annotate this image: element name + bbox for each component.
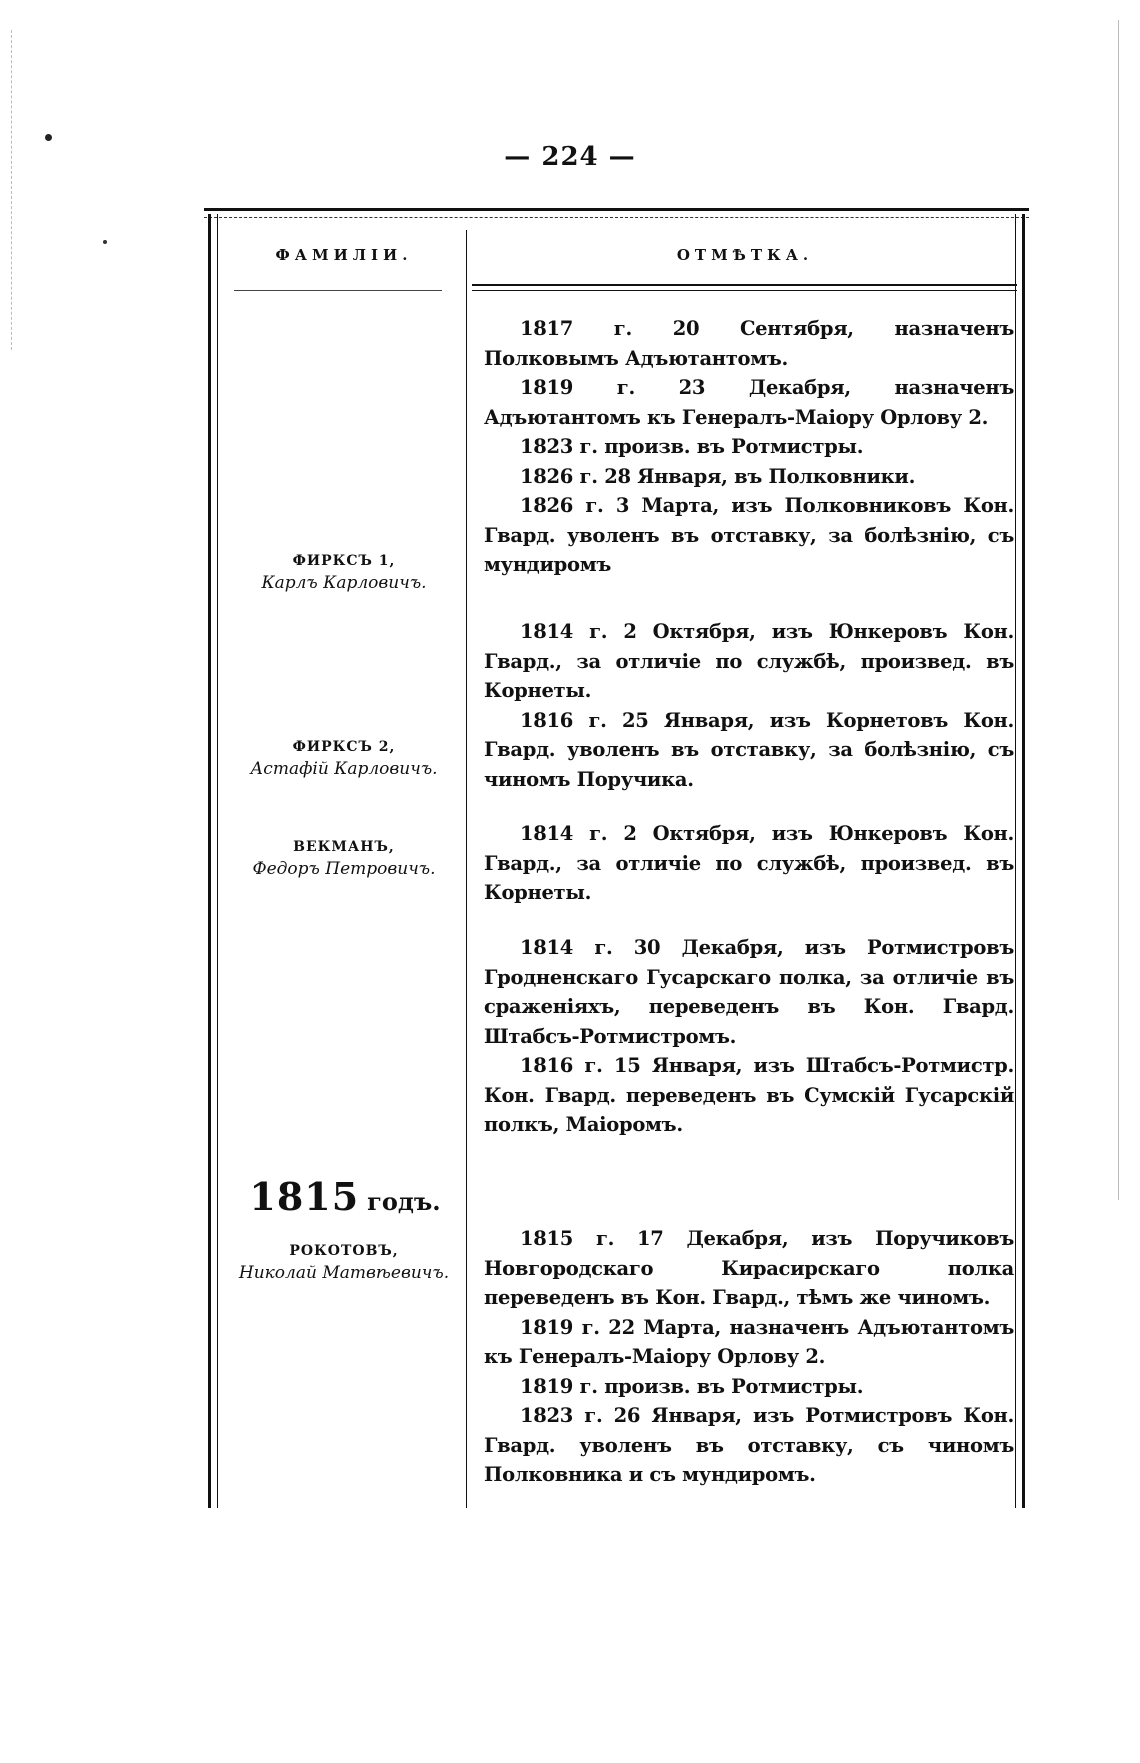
remark-paragraph: 1814 г. 2 Октября, изъ Юнкеровъ Кон. Гвард., за отличіе по службѣ, произвед. въ Корнеты.	[484, 822, 1014, 904]
page-number: — 224 —	[504, 142, 636, 172]
surname: ФИРКСЪ 2,	[292, 739, 396, 755]
given-name: Николай Матвѣевичъ.	[238, 1263, 450, 1283]
scan-edge-line	[1118, 20, 1119, 1200]
year-heading	[230, 1173, 460, 1229]
given-name: Федоръ Петровичъ.	[252, 859, 436, 879]
person-name-firks-1	[222, 550, 466, 594]
column-header-remarks: ОТМѢТКА.	[676, 246, 814, 264]
surname: ФИРКСЪ 1,	[292, 553, 396, 569]
remark-paragraph: 1815 г. 17 Декабря, изъ Поручиковъ Новгородскаго Кирасирскаго полка переведенъ въ Кон. Гвард., тѣмъ же чиномъ.	[484, 1227, 1014, 1309]
remark-paragraph: 1819 г. 22 Марта, назначенъ Адъютантомъ къ Генералъ-Маіору Орлову 2.	[484, 1315, 1014, 1368]
remarks-entry-firks-1	[484, 617, 1014, 794]
remarks-entry-firks-2	[484, 819, 1014, 908]
remark-paragraph: 1826 г. 3 Марта, изъ Полковниковъ Кон. Гвард. уволенъ въ отставку, за болѣзнію, съ мундиромъ	[484, 494, 1014, 576]
remark-paragraph: 1814 г. 30 Декабря, изъ Ротмистровъ Гродненскаго Гусарскаго полка, за отличіе въ сраженіяхъ, переведенъ въ Кон. Гвард. Штабсъ-Ротмистромъ.	[484, 936, 1014, 1048]
person-name-vekman	[222, 836, 466, 880]
header-rule-right	[472, 284, 1017, 291]
column-header-surnames: ФАМИЛІИ.	[275, 246, 413, 264]
column-divider	[466, 230, 467, 1508]
header-rule-left	[234, 290, 442, 291]
remark-paragraph: 1823 г. произв. въ Ротмистры.	[520, 435, 864, 458]
scan-edge-line-left	[11, 30, 12, 350]
remarks-entry-rokotov	[484, 1224, 1014, 1490]
ink-dot	[45, 134, 52, 141]
remark-paragraph: 1816 г. 15 Января, изъ Штабсъ-Ротмистр. Кон. Гвард. переведенъ въ Сумскій Гусарскій полкъ, Маіоромъ.	[484, 1054, 1014, 1136]
remark-paragraph: 1814 г. 2 Октября, изъ Юнкеровъ Кон. Гвард., за отличіе по службѣ, произвед. въ Корнеты.	[484, 620, 1014, 702]
remark-paragraph: 1823 г. 26 Января, изъ Ротмистровъ Кон. Гвард. уволенъ въ отставку, съ чиномъ Полковника и съ мундиромъ.	[484, 1404, 1014, 1486]
table-top-rule	[204, 208, 1029, 218]
remark-paragraph: 1819 г. произв. въ Ротмистры.	[520, 1374, 864, 1398]
remark-paragraph: 1819 г. 23 Декабря, назначенъ Адъютантомъ къ Генералъ-Маіору Орлову 2.	[484, 376, 1014, 429]
given-name: Астафій Карловичъ.	[250, 759, 438, 779]
surname: ВЕКМАНЪ,	[293, 839, 395, 855]
remark-paragraph: 1816 г. 25 Января, изъ Корнетовъ Кон. Гвард. уволенъ въ отставку, за болѣзнію, съ чиномъ Поручика.	[484, 708, 1014, 791]
year-word: годъ.	[367, 1187, 441, 1216]
remark-paragraph: 1817 г. 20 Сентября, назначенъ Полковымъ Адъютантомъ.	[484, 317, 1014, 370]
ink-speck	[103, 240, 107, 244]
person-name-firks-2	[222, 736, 466, 780]
remarks-entry-vekman	[484, 933, 1014, 1140]
remark-paragraph: 1826 г. 28 Января, въ Полковники.	[520, 464, 916, 488]
year-number: 1815	[249, 1174, 360, 1219]
surname: РОКОТОВЪ,	[289, 1243, 399, 1259]
table-left-border	[208, 214, 218, 1508]
given-name: Карлъ Карловичъ.	[261, 573, 427, 593]
register-table	[208, 208, 1025, 1508]
person-name-rokotov	[222, 1240, 466, 1284]
table-right-border	[1015, 214, 1025, 1508]
remarks-entry-first	[484, 314, 1014, 580]
